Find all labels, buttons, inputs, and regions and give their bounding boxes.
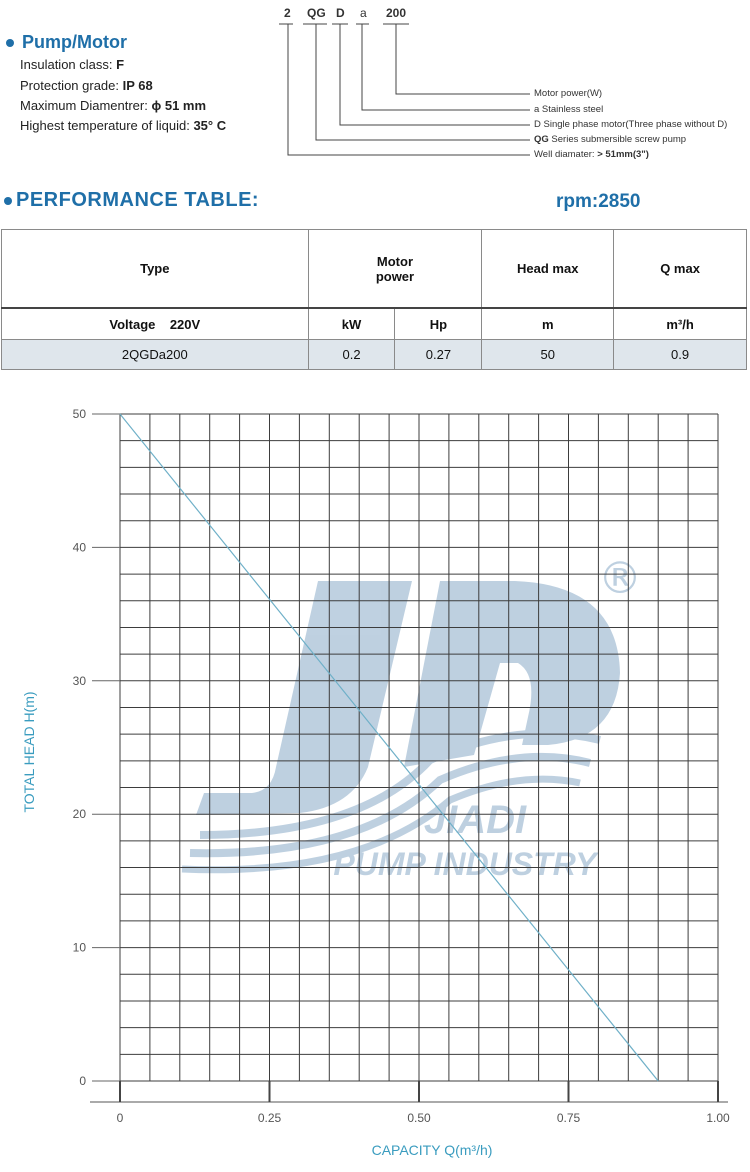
legend-well — [534, 149, 649, 160]
legend-text: Well diamater: — [534, 149, 598, 160]
unit-m: m — [482, 308, 614, 340]
y-tick-label: 30 — [72, 673, 86, 688]
x-axis-label: CAPACITY Q(m³/h) — [371, 1142, 493, 1158]
watermark-jiadi: JIADI — [423, 798, 527, 842]
legend-text: a Stainless steel — [534, 104, 604, 115]
cell-q: 0.9 — [614, 340, 747, 370]
legend-stainless — [534, 104, 603, 115]
table-row — [2, 340, 747, 370]
logo-j-shape — [196, 581, 412, 815]
x-tick-label: 0.50 — [407, 1111, 431, 1125]
spec-label: Maximum Diamentrer: — [20, 98, 148, 113]
x-tick-label: 1.00 — [706, 1111, 730, 1125]
spec-label: Protection grade: — [20, 78, 120, 93]
code-part-200: 200 — [386, 6, 407, 20]
cell-type: 2QGDa200 — [2, 340, 309, 370]
y-tick-label: 0 — [79, 1074, 86, 1088]
bullet-icon — [4, 197, 12, 205]
y-axis-label: TOTAL HEAD H(m) — [21, 691, 37, 813]
rpm-label: rpm:2850 — [556, 191, 641, 212]
header-head-max: Head max — [482, 230, 614, 309]
legend-prefix: QG — [534, 134, 549, 145]
code-part-d: D — [336, 6, 345, 20]
x-tick-label: 0 — [116, 1111, 124, 1125]
y-tick-label: 10 — [72, 940, 86, 955]
legend-phase — [534, 119, 727, 130]
cell-kw: 0.2 — [308, 340, 395, 370]
header-motor-line1: Motor — [376, 253, 414, 269]
legend-text: D Single phase motor(Three phase without D) — [534, 119, 728, 130]
logo-wave-1 — [200, 733, 600, 835]
y-tick-label: 40 — [72, 540, 86, 555]
y-tick-label: 50 — [72, 407, 86, 421]
registered-mark-icon: ® — [598, 553, 642, 604]
pump-motor-title-text: Pump/Motor — [22, 32, 127, 52]
performance-curve-chart — [0, 395, 750, 1172]
x-tick-label: 0.25 — [257, 1111, 282, 1125]
legend-text: Motor power(W) — [534, 88, 603, 99]
unit-voltage: Voltage 220V — [2, 308, 309, 340]
spec-label: Insulation class: — [20, 57, 113, 72]
table-header-row — [2, 230, 747, 309]
legend-series — [534, 134, 686, 145]
spec-value: F — [116, 57, 125, 72]
unit-kw: kW — [308, 308, 395, 340]
header-q-max: Q max — [614, 230, 747, 309]
jiadi-watermark-logo — [182, 553, 642, 882]
spec-label: Highest temperature of liquid: — [20, 118, 190, 133]
header-motor-power — [308, 230, 482, 309]
cell-hp: 0.27 — [395, 340, 482, 370]
x-tick-label: 0.75 — [556, 1111, 581, 1125]
unit-m3h: m³/h — [614, 308, 747, 340]
spec-value: 35° C — [193, 118, 227, 133]
legend-bold: > 51mm(3") — [597, 149, 649, 160]
cell-head: 50 — [482, 340, 614, 370]
legend-motor-power — [534, 88, 602, 99]
watermark-pump-industry: PUMP INDUSTRY — [333, 846, 597, 882]
code-part-a: a — [360, 6, 367, 20]
performance-title-text: PERFORMANCE TABLE: — [16, 189, 260, 211]
spec-value: ϕ 51 mm — [151, 98, 207, 113]
code-part-qg: QG — [307, 6, 326, 20]
legend-text: Series submersible screw pump — [548, 134, 687, 145]
chart-axes — [73, 407, 730, 1125]
unit-hp: Hp — [395, 308, 482, 340]
performance-title — [4, 189, 259, 212]
y-tick-label: 20 — [72, 807, 86, 822]
code-part-2: 2 — [284, 6, 291, 20]
spec-value: IP 68 — [122, 78, 153, 93]
header-motor-line2: power — [375, 268, 415, 284]
performance-table — [1, 229, 747, 370]
header-type: Type — [2, 230, 309, 309]
chart-grid — [120, 414, 718, 1081]
table-units-row — [2, 308, 747, 340]
